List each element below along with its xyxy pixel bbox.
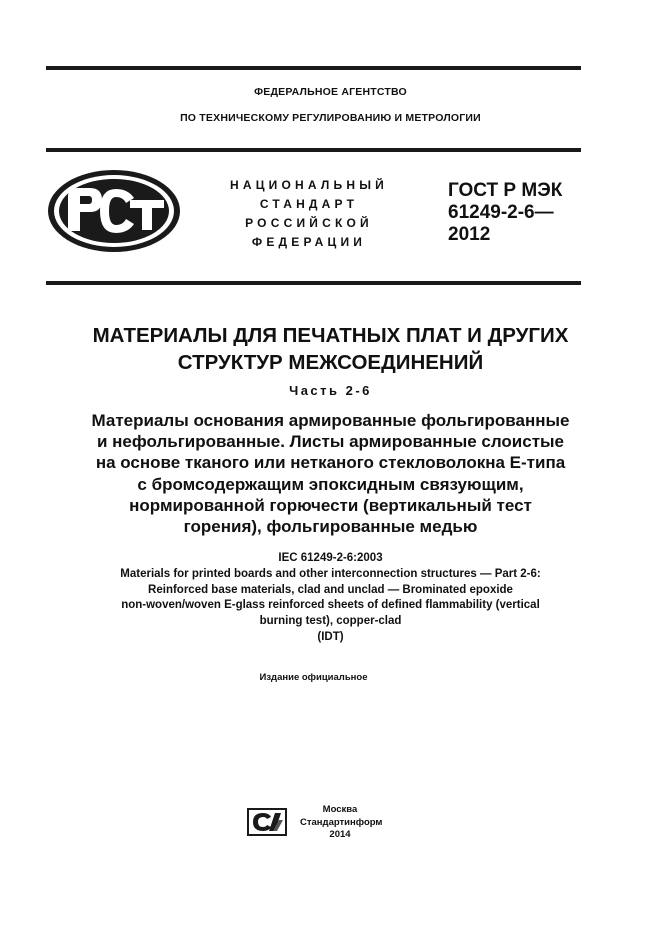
publisher-city: Москва: [322, 804, 358, 815]
iec-reference-block: [0, 551, 661, 646]
title-line-2: СТРУКТУР МЕЖСОЕДИНЕНИЙ: [177, 351, 484, 374]
iec-title-line: burning test), copper-clad: [259, 615, 402, 628]
document-title: [0, 322, 661, 376]
subtitle-line: на основе тканого или нетканого стекловолокна Е-типа: [95, 453, 566, 473]
standard-type-line-3: РОССИЙСКОЙ: [245, 216, 373, 230]
publisher-year: 2014: [329, 829, 351, 840]
subtitle-line: горения), фольгированные медью: [183, 517, 478, 537]
top-rule: [46, 66, 581, 70]
standard-type-line-4: ФЕДЕРАЦИИ: [251, 235, 367, 249]
subtitle-line: и нефольгированные. Листы армированные слоистые: [96, 432, 565, 452]
edition-label: Издание официальное: [259, 672, 368, 683]
publisher-info: [300, 804, 383, 842]
iec-reference: IEC 61249-2-6:2003: [278, 552, 383, 564]
designation-line-3: 2012: [448, 224, 491, 245]
iec-equivalence: (IDT): [317, 630, 344, 643]
header-bottom-rule: [46, 281, 581, 285]
subtitle-line: Материалы основания армированные фольгированные: [91, 411, 570, 430]
iec-title-line: Reinforced base materials, clad and unclad — Brominated epoxide: [148, 583, 513, 596]
standard-type-label: [196, 176, 422, 252]
subtitle-line: с бромсодержащим эпоксидным связующим,: [137, 474, 524, 494]
standartinform-logo-icon: [247, 808, 287, 836]
rst-logo-icon: [46, 168, 182, 254]
standard-type-line-1: НАЦИОНАЛЬНЫЙ: [229, 178, 389, 192]
header-divider-rule: [46, 148, 581, 152]
standard-type-line-2: СТАНДАРТ: [259, 197, 359, 211]
agency-line-1: ФЕДЕРАЛЬНОЕ АГЕНТСТВО: [254, 86, 407, 98]
designation-line-1: ГОСТ Р МЭК: [448, 180, 563, 201]
iec-title-line: non-woven/woven E-glass reinforced sheets of defined flammability (vertical: [121, 599, 540, 612]
standard-designation: [448, 180, 562, 246]
document-subtitle: [0, 410, 661, 537]
publisher-name: Стандартинформ: [300, 816, 383, 828]
title-line-1: МАТЕРИАЛЫ ДЛЯ ПЕЧАТНЫХ ПЛАТ И ДРУГИХ: [92, 324, 569, 347]
iec-title-line: Materials for printed boards and other interconnection structures — Part 2-6:: [120, 567, 541, 580]
subtitle-line: нормированной горючести (вертикальный тест: [129, 495, 532, 515]
part-label: Часть 2-6: [289, 383, 372, 398]
designation-line-2: 61249-2-6—: [448, 202, 554, 223]
agency-line-2: ПО ТЕХНИЧЕСКОМУ РЕГУЛИРОВАНИЮ И МЕТРОЛОГИИ: [180, 112, 481, 124]
